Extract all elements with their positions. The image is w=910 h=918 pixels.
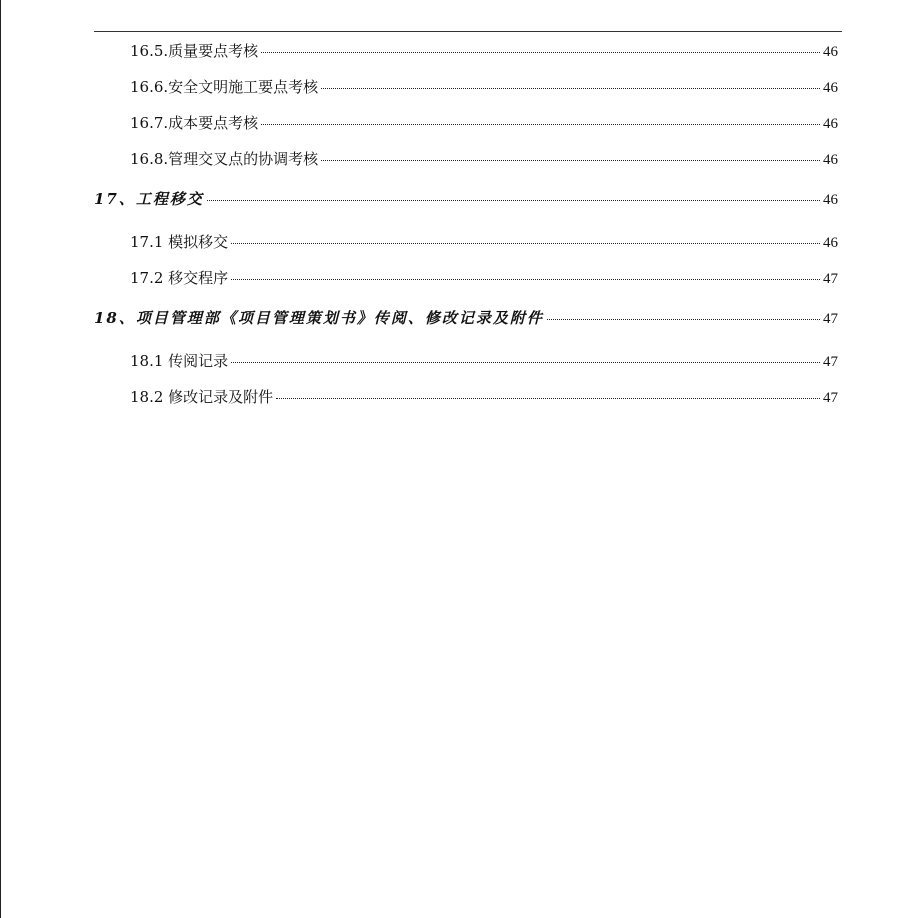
toc-entry-17-1[interactable] (130, 231, 838, 252)
header-rule (94, 31, 842, 32)
toc-entry-page: 46 (823, 152, 838, 168)
toc-entry-title: 16.5.质量要点考核 (130, 42, 259, 60)
toc-entry-page: 46 (823, 235, 838, 251)
toc-entry-16-7[interactable] (130, 112, 838, 133)
toc-entry-title: 17.2 移交程序 (130, 269, 229, 287)
toc-leader-dots (231, 243, 820, 244)
toc-entry-page: 46 (823, 80, 838, 96)
toc-leader-dots (261, 52, 820, 53)
toc-entry-title: 18.1 传阅记录 (130, 352, 229, 370)
toc-entry-title: 16.8.管理交叉点的协调考核 (130, 150, 319, 168)
toc-leader-dots (547, 319, 820, 320)
toc-entry-16-5[interactable] (130, 40, 838, 61)
toc-leader-dots (231, 279, 820, 280)
toc-entry-title: 16.6.安全文明施工要点考核 (130, 78, 319, 96)
toc-entry-page: 47 (823, 271, 838, 287)
toc-leader-dots (321, 88, 820, 89)
toc-entry-title: 16.7.成本要点考核 (130, 114, 259, 132)
toc-entry-17-2[interactable] (130, 267, 838, 288)
toc-leader-dots (231, 362, 820, 363)
toc-entry-18-2[interactable] (130, 386, 838, 407)
toc-entry-16-8[interactable] (130, 148, 838, 169)
toc-entry-page: 47 (823, 390, 838, 406)
toc-entry-title: 17.1 模拟移交 (130, 233, 229, 251)
toc-entry-18[interactable] (94, 307, 838, 328)
toc-entry-page: 46 (823, 44, 838, 60)
toc-leader-dots (321, 160, 820, 161)
toc-entry-title: 18、项目管理部《项目管理策划书》传阅、修改记录及附件 (94, 309, 544, 327)
toc-entry-16-6[interactable] (130, 76, 838, 97)
toc-entry-page: 47 (823, 354, 838, 370)
toc-entry-18-1[interactable] (130, 350, 838, 371)
toc-leader-dots (207, 200, 820, 201)
toc-leader-dots (261, 124, 820, 125)
toc-entry-title: 18.2 修改记录及附件 (130, 388, 274, 406)
page-left-border (0, 0, 1, 918)
toc-entry-page: 46 (823, 192, 838, 208)
toc-entry-17[interactable] (94, 188, 838, 209)
toc-entry-page: 46 (823, 116, 838, 132)
toc-leader-dots (276, 398, 820, 399)
toc-entry-page: 47 (823, 311, 838, 327)
toc-entry-title: 17、工程移交 (94, 190, 204, 208)
